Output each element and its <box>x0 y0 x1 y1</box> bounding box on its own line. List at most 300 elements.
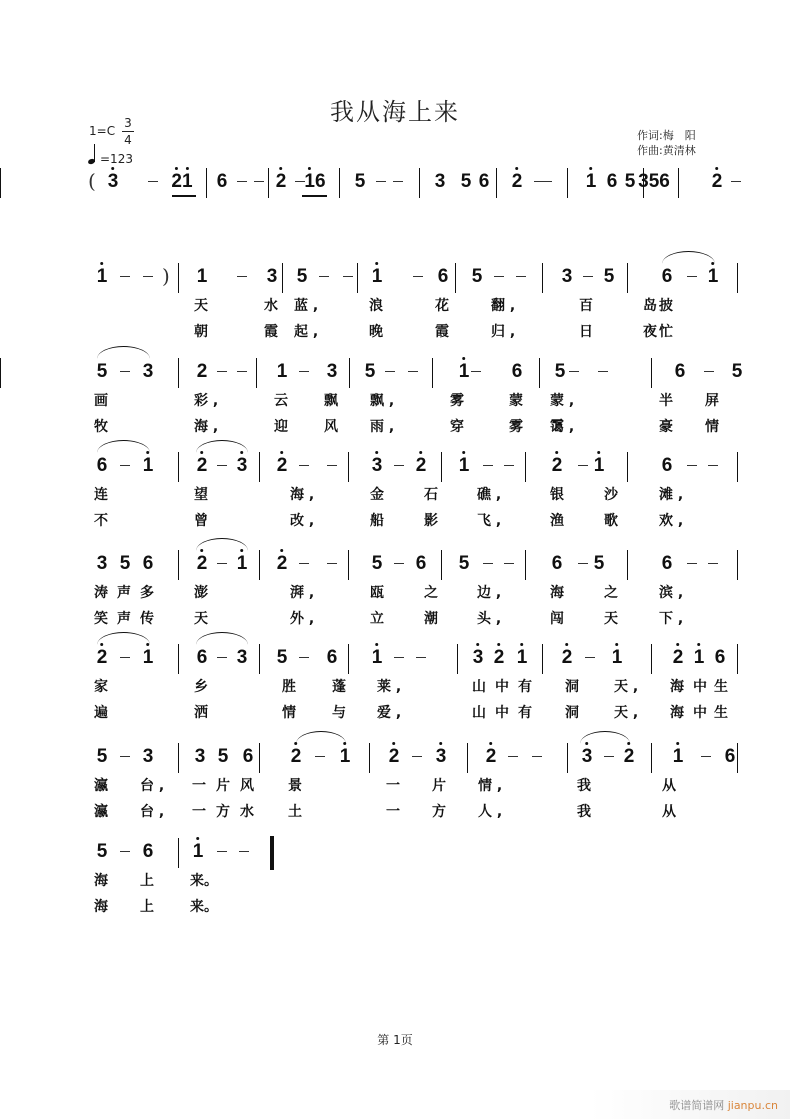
note: 6 <box>714 647 726 668</box>
key-signature: 1=C <box>89 124 116 138</box>
lyric-syllable: 蓬 <box>332 679 346 695</box>
note: 6 <box>661 266 673 287</box>
note: 3 <box>266 266 278 287</box>
note: 2 <box>673 646 684 670</box>
lyric-syllable: 方 <box>216 804 230 820</box>
bar-line <box>369 743 370 773</box>
lyric-syllable: 外 , <box>290 611 315 627</box>
lyric-syllable: 彩 , <box>194 393 219 409</box>
sustain-dash <box>532 756 542 757</box>
lyric-syllable: 方 <box>432 804 446 820</box>
lyric-syllable: 霭 , <box>550 419 575 435</box>
slur <box>580 731 630 744</box>
note: 1 <box>143 454 154 478</box>
bar-line <box>178 743 179 773</box>
sustain-dash <box>394 465 404 466</box>
note: 2 <box>277 552 288 576</box>
sustain-dash <box>583 276 593 277</box>
note: 2 <box>97 646 108 670</box>
bar-line <box>737 550 738 580</box>
note: 6 <box>674 361 686 382</box>
note: 1 <box>517 646 528 670</box>
bar-line <box>178 452 179 482</box>
bar-line <box>525 452 526 482</box>
note: 2 <box>196 361 208 382</box>
sustain-dash <box>701 756 711 757</box>
note: 6 <box>661 553 673 574</box>
lyric-syllable: 金 <box>370 487 384 503</box>
lyric-syllable: 莱 , <box>377 679 402 695</box>
composer: 作曲:黄清林 <box>637 144 696 157</box>
lyric-syllable: 中 <box>693 705 707 721</box>
lyric-syllable: 日 <box>579 324 593 340</box>
bar-line <box>678 168 679 198</box>
lyric-syllable: 滨 , <box>659 585 684 601</box>
sustain-dash <box>483 563 493 564</box>
lyric-syllable: 水 <box>240 804 254 820</box>
lyric-syllable: 蒙 , <box>550 393 575 409</box>
lyric-syllable: 生 <box>714 679 728 695</box>
lyric-syllable: 穿 <box>450 419 464 435</box>
note: 1 <box>372 646 383 670</box>
note: 1 <box>196 266 208 287</box>
bar-line <box>178 550 179 580</box>
sustain-dash <box>585 657 595 658</box>
lyric-syllable: 欢 , <box>659 513 684 529</box>
time-signature-bottom: 4 <box>124 133 132 147</box>
lyric-syllable: 归 , <box>491 324 516 340</box>
bar-line <box>567 168 568 198</box>
sustain-dash <box>604 756 614 757</box>
note: 5 <box>276 647 288 668</box>
note: 2 <box>276 170 287 194</box>
note: 1 <box>143 646 154 670</box>
note: 1 <box>193 840 204 864</box>
sustain-dash <box>508 756 518 757</box>
lyric-syllable: 改 , <box>290 513 315 529</box>
note: 6 <box>437 266 449 287</box>
lyric-syllable: 蓝 , <box>294 298 319 314</box>
note: 6 <box>326 647 338 668</box>
note: 5 <box>460 171 472 192</box>
note: 1 <box>612 646 623 670</box>
sustain-dash <box>412 756 422 757</box>
score-line <box>0 745 790 775</box>
sustain-dash <box>217 657 227 658</box>
note: 6 <box>551 553 563 574</box>
bar-line <box>651 644 652 674</box>
bar-line <box>496 168 497 198</box>
lyric-syllable: 云 <box>274 393 288 409</box>
note: 3 <box>194 746 206 767</box>
lyric-syllable: 霞 <box>264 324 278 340</box>
score-line <box>0 265 790 295</box>
lyric-syllable: 雾 <box>450 393 464 409</box>
sustain-dash <box>393 181 403 182</box>
lyric-syllable: 之 <box>604 585 618 601</box>
sustain-dash <box>708 465 718 466</box>
bar-line <box>432 358 433 388</box>
bar-line <box>467 743 468 773</box>
note: 3 <box>436 745 447 769</box>
lyric-syllable: 上 <box>140 899 154 915</box>
lyric-syllable: 海 , <box>194 419 219 435</box>
lyric-syllable: 洒 <box>194 705 208 721</box>
bar-line <box>259 644 260 674</box>
lyric-syllable: 来。 <box>190 873 218 889</box>
song-title: 我从海上来 <box>330 98 460 126</box>
note: 2 <box>512 170 523 194</box>
final-bar-line <box>270 836 274 870</box>
lyric-syllable: 歌 <box>604 513 618 529</box>
lyric-syllable: 我 <box>577 778 591 794</box>
lyric-syllable: 人 , <box>478 804 503 820</box>
sustain-dash <box>687 465 697 466</box>
note: 2 <box>416 454 427 478</box>
lyric-syllable: 天 <box>194 298 208 314</box>
lyric-syllable: 有 <box>518 679 532 695</box>
bar-line <box>737 743 738 773</box>
sustain-dash <box>327 465 337 466</box>
lyric-syllable: 景 <box>288 778 302 794</box>
bar-line <box>178 644 179 674</box>
note: 1 <box>340 745 351 769</box>
note: 1 6 <box>304 170 325 194</box>
lyric-syllable: 洞 <box>565 705 579 721</box>
lyric-syllable: 雨 , <box>370 419 395 435</box>
note: 2 <box>277 454 288 478</box>
bar-line <box>259 743 260 773</box>
lyric-syllable: 影 <box>424 513 438 529</box>
sustain-dash <box>687 276 697 277</box>
note: 6 <box>511 361 523 382</box>
bar-line <box>259 452 260 482</box>
note: 5 <box>354 171 366 192</box>
note: 5 <box>96 841 108 862</box>
lyric-syllable: 多 <box>140 585 154 601</box>
sustain-dash <box>217 563 227 564</box>
sustain-dash <box>239 851 249 852</box>
note: 3 <box>237 454 248 478</box>
note: 2 <box>486 745 497 769</box>
sustain-dash <box>542 181 552 182</box>
bar-line <box>348 550 349 580</box>
open-paren: ( <box>88 169 96 193</box>
note: 5 <box>296 266 308 287</box>
sustain-dash <box>578 465 588 466</box>
lyric-syllable: 朝 <box>194 324 208 340</box>
note: 2 <box>562 646 573 670</box>
sustain-dash <box>237 276 247 277</box>
bar-line <box>178 358 179 388</box>
sustain-dash <box>315 756 325 757</box>
lyric-syllable: 一 <box>386 804 400 820</box>
lyric-syllable: 瀛 <box>94 778 108 794</box>
sustain-dash <box>394 563 404 564</box>
note: 3 <box>142 746 154 767</box>
note: 5 <box>624 171 636 192</box>
lyric-syllable: 情 <box>705 419 719 435</box>
lyric-syllable: 翻 , <box>491 298 516 314</box>
bar-line <box>737 263 738 293</box>
lyric-syllable: 迎 <box>274 419 288 435</box>
lyric-syllable: 声 <box>117 611 131 627</box>
watermark-cn: 歌谱简谱网 <box>669 1099 725 1112</box>
bar-line <box>567 743 568 773</box>
note: 3 <box>142 361 154 382</box>
lyric-syllable: 风 <box>324 419 338 435</box>
lyric-syllable: 家 <box>94 679 108 695</box>
bar-line <box>525 550 526 580</box>
sustain-dash <box>299 563 309 564</box>
sustain-dash <box>237 371 247 372</box>
lyric-syllable: 画 <box>94 393 108 409</box>
note: 5 <box>364 361 376 382</box>
lyric-syllable: 海 <box>670 679 684 695</box>
lyric-syllable: 蒙 <box>509 393 523 409</box>
lyric-syllable: 闯 <box>550 611 564 627</box>
sustain-dash <box>120 657 130 658</box>
note: 3 <box>326 361 338 382</box>
watermark <box>590 1090 790 1119</box>
lyric-syllable: 沙 <box>604 487 618 503</box>
sustain-dash <box>687 563 697 564</box>
lyric-syllable: 有 <box>518 705 532 721</box>
sustain-dash <box>483 465 493 466</box>
lyric-syllable: 声 <box>117 585 131 601</box>
lyric-syllable: 晚 <box>369 324 383 340</box>
sustain-dash <box>343 276 353 277</box>
bar-line <box>737 644 738 674</box>
lyric-syllable: 牧 <box>94 419 108 435</box>
lyric-syllable: 片 <box>432 778 446 794</box>
note: 6 <box>415 553 427 574</box>
lyric-syllable: 水 <box>264 298 278 314</box>
sustain-dash <box>299 371 309 372</box>
lyric-syllable: 乡 <box>194 679 208 695</box>
lyric-syllable: 船 <box>370 513 384 529</box>
sustain-dash <box>120 276 130 277</box>
bar-line <box>178 838 179 868</box>
lyric-syllable: 海 <box>94 873 108 889</box>
sustain-dash <box>394 657 404 658</box>
score-line <box>0 454 790 484</box>
bar-line <box>259 550 260 580</box>
lyric-syllable: 生 <box>714 705 728 721</box>
score-line <box>0 360 790 390</box>
sustain-dash <box>217 465 227 466</box>
slur <box>296 731 346 744</box>
lyric-syllable: 海 <box>670 705 684 721</box>
lyric-syllable: 天 <box>604 611 618 627</box>
lyric-syllable: 天 , <box>614 705 639 721</box>
lyric-syllable: 飘 , <box>370 393 395 409</box>
bar-line <box>178 263 179 293</box>
lyric-syllable: 情 <box>282 705 296 721</box>
lyric-syllable: 一 <box>192 804 206 820</box>
sustain-dash <box>143 276 153 277</box>
lyric-syllable: 忙 <box>659 324 673 340</box>
sustain-dash <box>120 465 130 466</box>
sustain-dash <box>504 465 514 466</box>
lyric-syllable: 飞 , <box>477 513 502 529</box>
bar-line <box>282 263 283 293</box>
score-line <box>0 840 790 870</box>
lyric-syllable: 浪 <box>369 298 383 314</box>
lyric-syllable: 雾 <box>509 419 523 435</box>
note: 1 <box>673 745 684 769</box>
lyric-syllable: 岛 <box>643 298 657 314</box>
score-line <box>0 646 790 676</box>
note: 3 <box>434 171 446 192</box>
lyric-syllable: 一 <box>192 778 206 794</box>
note: 2 <box>712 170 723 194</box>
watermark-en: jianpu.cn <box>727 1099 778 1112</box>
note: 2 <box>291 745 302 769</box>
lyric-syllable: 风 <box>240 778 254 794</box>
tempo-value: =123 <box>100 152 133 166</box>
bar-line <box>348 452 349 482</box>
bar-line <box>0 168 1 198</box>
note: 3 <box>561 266 573 287</box>
note: 5 <box>554 361 566 382</box>
lyric-syllable: 笑 <box>94 611 108 627</box>
sustain-dash <box>217 371 227 372</box>
bar-line <box>357 263 358 293</box>
lyric-syllable: 遍 <box>94 705 108 721</box>
lyric-syllable: 台 , <box>140 804 165 820</box>
eighth-note-underline <box>172 195 196 197</box>
sustain-dash <box>504 563 514 564</box>
note: 5 <box>96 361 108 382</box>
lyric-syllable: 土 <box>288 804 302 820</box>
lyricist: 作词:梅 阳 <box>637 129 696 142</box>
sustain-dash <box>376 181 386 182</box>
sustain-dash <box>578 563 588 564</box>
note: 6 <box>96 455 108 476</box>
note: 6 <box>478 171 490 192</box>
lyrics-verse-2 <box>0 801 790 831</box>
lyric-syllable: 起 , <box>294 324 319 340</box>
note: 2 <box>197 552 208 576</box>
lyric-syllable: 百 <box>579 298 593 314</box>
sustain-dash <box>237 181 247 182</box>
lyric-syllable: 湃 , <box>290 585 315 601</box>
lyric-syllable: 飘 <box>324 393 338 409</box>
sustain-dash <box>120 851 130 852</box>
sustain-dash <box>704 371 714 372</box>
lyric-syllable: 不 <box>94 513 108 529</box>
bar-line <box>627 452 628 482</box>
sustain-dash <box>413 276 423 277</box>
note: 6 <box>661 455 673 476</box>
lyric-syllable: 胜 <box>282 679 296 695</box>
sustain-dash <box>120 756 130 757</box>
note: 2 <box>552 454 563 478</box>
time-signature-top: 3 <box>124 116 132 130</box>
note: 3 <box>236 647 248 668</box>
note: 2 1 <box>171 170 192 194</box>
lyric-syllable: 霞 <box>435 324 449 340</box>
note: 5 <box>371 553 383 574</box>
note: 6 <box>724 746 736 767</box>
lyric-syllable: 下 , <box>659 611 684 627</box>
note: 2 <box>197 454 208 478</box>
lyric-syllable: 中 <box>495 679 509 695</box>
sustain-dash <box>217 851 227 852</box>
lyrics-verse-2 <box>0 510 790 540</box>
note: 1 <box>459 454 470 478</box>
note: 1 <box>372 265 383 289</box>
lyric-syllable: 天 <box>194 611 208 627</box>
lyric-syllable: 渔 <box>550 513 564 529</box>
note: 5 <box>471 266 483 287</box>
lyric-syllable: 瀛 <box>94 804 108 820</box>
note: 3 <box>473 646 484 670</box>
bar-line <box>256 358 257 388</box>
lyric-syllable: 礁 , <box>477 487 502 503</box>
lyric-syllable: 上 <box>140 873 154 889</box>
lyric-syllable: 从 <box>662 804 676 820</box>
lyric-syllable: 望 <box>194 487 208 503</box>
note: 5 <box>603 266 615 287</box>
bar-line <box>419 168 420 198</box>
sustain-dash <box>120 371 130 372</box>
note: 6 <box>606 171 618 192</box>
lyric-syllable: 天 , <box>614 679 639 695</box>
lyric-syllable: 海 , <box>290 487 315 503</box>
note: 6 <box>242 746 254 767</box>
lyric-syllable: 银 <box>550 487 564 503</box>
sustain-dash <box>385 371 395 372</box>
lyric-syllable: 从 <box>662 778 676 794</box>
bar-line <box>651 358 652 388</box>
note: 3 <box>372 454 383 478</box>
note: 6 <box>142 841 154 862</box>
lyric-syllable: 山 <box>472 679 486 695</box>
bar-line <box>268 168 269 198</box>
lyric-syllable: 边 , <box>477 585 502 601</box>
bar-line <box>737 452 738 482</box>
sustain-dash <box>299 465 309 466</box>
slur <box>662 251 715 264</box>
lyric-syllable: 滩 , <box>659 487 684 503</box>
note: 3 <box>108 170 119 194</box>
bar-line <box>0 358 1 388</box>
bar-line <box>441 452 442 482</box>
sustain-dash <box>319 276 329 277</box>
close-paren: ) <box>162 264 170 288</box>
lyric-syllable: 之 <box>424 585 438 601</box>
bar-line <box>457 644 458 674</box>
lyric-syllable: 中 <box>693 679 707 695</box>
note: 6 <box>196 647 208 668</box>
lyric-syllable: 涛 <box>94 585 108 601</box>
lyric-syllable: 豪 <box>659 419 673 435</box>
note: 2 <box>389 745 400 769</box>
note: 5 <box>593 553 605 574</box>
lyric-syllable: 台 , <box>140 778 165 794</box>
lyric-syllable: 曾 <box>194 513 208 529</box>
bar-line <box>627 550 628 580</box>
note: 3 <box>582 745 593 769</box>
note: 5 <box>96 746 108 767</box>
sustain-dash <box>494 276 504 277</box>
sustain-dash <box>516 276 526 277</box>
bar-line <box>627 263 628 293</box>
lyrics-verse-2 <box>0 702 790 732</box>
note: 2 <box>624 745 635 769</box>
